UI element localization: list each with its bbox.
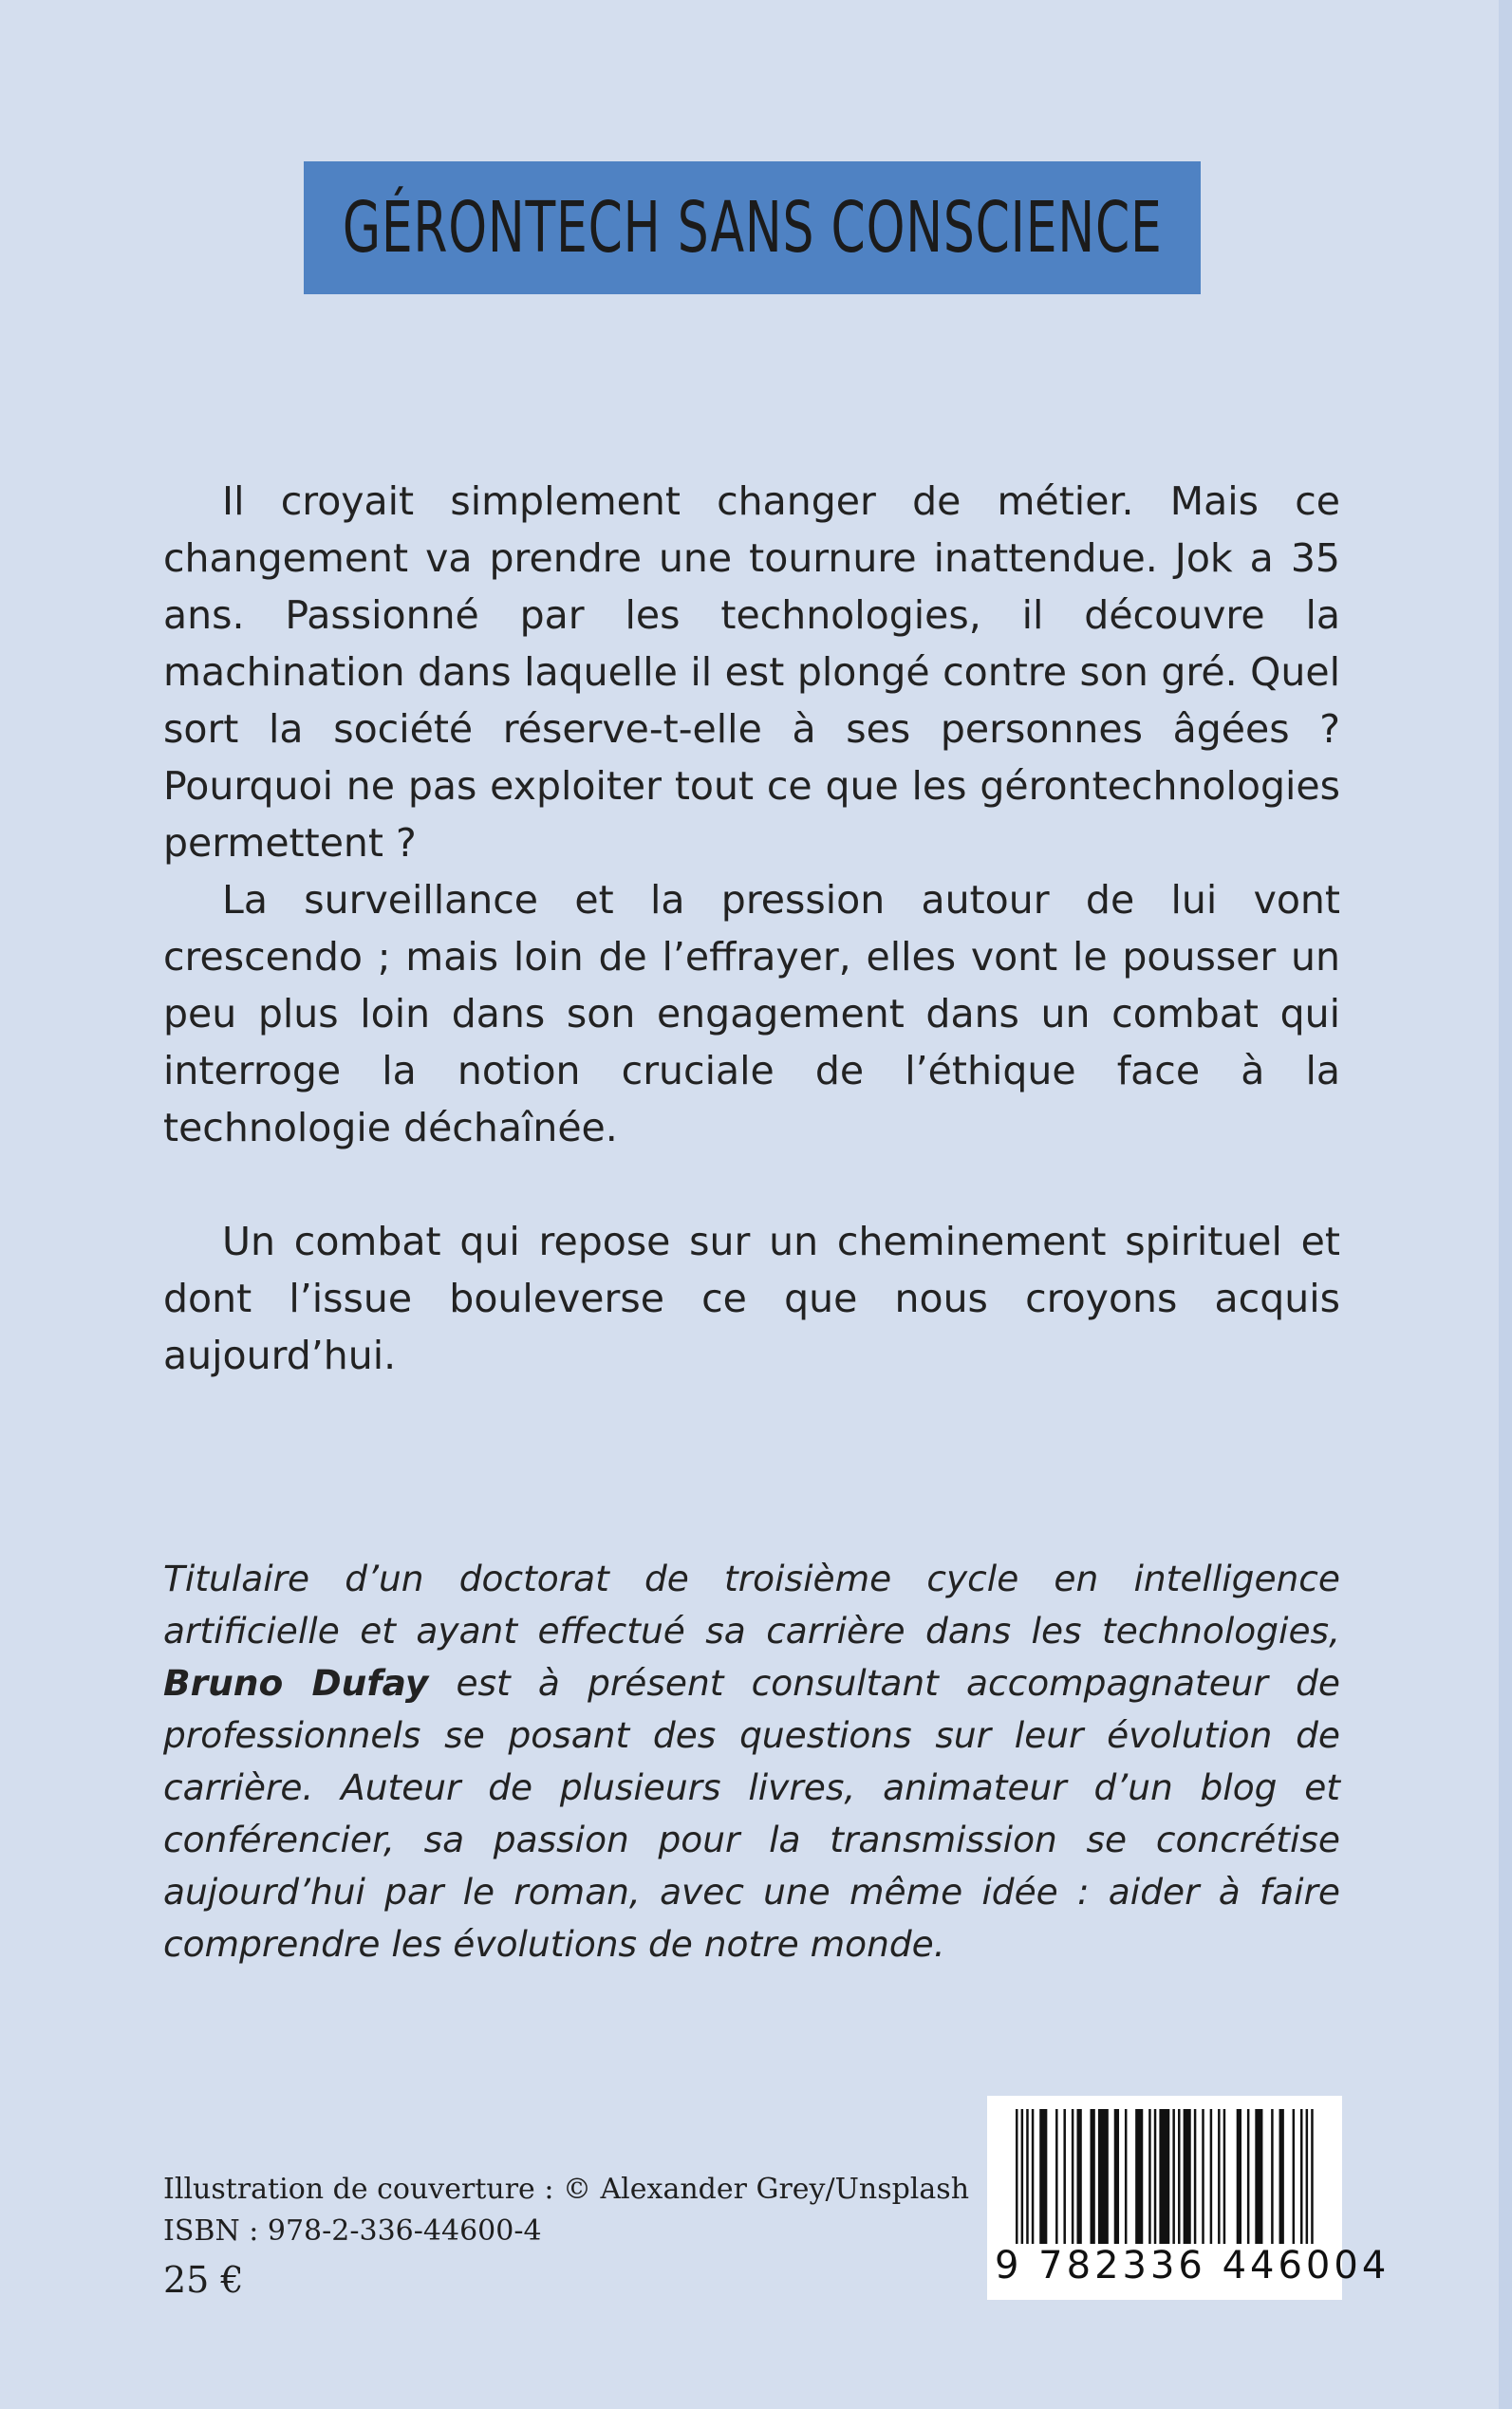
barcode-bar bbox=[1300, 2109, 1303, 2244]
blurb-paragraph-1: Il croyait simplement changer de métier. Mais ce changement va prendre une tournure inattendue. Jok a 35 ans. Passionné par les technologies, il découvre la machination dans laquelle il est plongé contre son gré. Quel sort la société réserve-t-elle à ses personnes âgées ? Pourquoi ne pas exploiter tout ce que les gérontechnologies permettent ? bbox=[163, 478, 1340, 866]
barcode-bar bbox=[1293, 2109, 1296, 2244]
barcode-bar bbox=[1032, 2109, 1035, 2244]
barcode-digits: 9 782336 446004 bbox=[995, 2244, 1391, 2288]
barcode-bar bbox=[1271, 2109, 1274, 2244]
barcode-bar bbox=[1114, 2109, 1119, 2244]
barcode-bar bbox=[1098, 2109, 1109, 2244]
barcode-bar bbox=[1159, 2109, 1169, 2244]
barcode-bar bbox=[1184, 2109, 1191, 2244]
barcode-bar bbox=[1223, 2109, 1226, 2244]
barcode-bar bbox=[1172, 2109, 1175, 2244]
barcode-bar bbox=[1247, 2109, 1250, 2244]
barcode-bar bbox=[1125, 2109, 1128, 2244]
price: 25 € bbox=[163, 2259, 244, 2301]
barcode-bar bbox=[1016, 2109, 1018, 2244]
author-bio bbox=[163, 1553, 1340, 1970]
barcode-bar bbox=[1135, 2109, 1143, 2244]
barcode-bar bbox=[1218, 2109, 1221, 2244]
barcode-bar bbox=[1072, 2109, 1074, 2244]
barcode-bar bbox=[1055, 2109, 1058, 2244]
isbn: ISBN : 978-2-336-44600-4 bbox=[163, 2214, 542, 2248]
author-bio-text bbox=[163, 1553, 1340, 1970]
barcode-bar bbox=[1063, 2109, 1066, 2244]
barcode-bars bbox=[1016, 2109, 1314, 2244]
blurb-paragraph-3: Un combat qui repose sur un cheminement spirituel et dont l’issue bouleverse ce que nous croyons acquis aujourd’hui. bbox=[163, 1219, 1340, 1378]
barcode-bar bbox=[1202, 2109, 1204, 2244]
barcode-bar bbox=[1148, 2109, 1151, 2244]
barcode-bar bbox=[1279, 2109, 1284, 2244]
barcode-bar bbox=[1154, 2109, 1157, 2244]
barcode bbox=[987, 2096, 1391, 2300]
spine-edge bbox=[1499, 0, 1512, 2409]
illustration-credit: Illustration de couverture : © Alexander Grey/Unsplash bbox=[163, 2173, 970, 2206]
barcode-bar bbox=[1021, 2109, 1024, 2244]
barcode-bar bbox=[1311, 2109, 1314, 2244]
barcode-bar bbox=[1255, 2109, 1262, 2244]
barcode-bar bbox=[1178, 2109, 1181, 2244]
barcode-bar bbox=[1091, 2109, 1095, 2244]
bio-text-before: Titulaire d’un doctorat de troisième cycle en intelligence artificielle et ayant effectué sa carrière dans les technologies, bbox=[163, 1558, 1340, 1652]
author-name: Bruno Dufay bbox=[163, 1662, 429, 1704]
barcode-bar bbox=[1306, 2109, 1309, 2244]
blurb-paragraph-2: La surveillance et la pression autour de lui vont crescendo ; mais loin de l’effrayer, elles vont le pousser un peu plus loin dans son engagement dans un combat qui interroge la notion cruciale de l’éthique face à la technologie déchaînée. bbox=[163, 877, 1340, 1150]
barcode-bar bbox=[1026, 2109, 1029, 2244]
barcode-bar bbox=[1076, 2109, 1081, 2244]
barcode-bar bbox=[1210, 2109, 1213, 2244]
credits-block bbox=[163, 2169, 969, 2307]
title-banner bbox=[304, 161, 1201, 294]
book-title: GÉRONTECH SANS CONSCIENCE bbox=[342, 187, 1163, 269]
barcode-bar bbox=[1237, 2109, 1241, 2244]
bio-text-after: est à présent consultant accompagnateur de professionnels se posant des questions sur leur évolution de carrière. Auteur de plusieurs livres, animateur d’un blog et conférencier, sa passion pour la transmission se concrétise aujourd’hui par le roman, avec une même idée : aider à faire comprendre les évolutions de notre monde. bbox=[163, 1662, 1340, 1965]
barcode-bar bbox=[1194, 2109, 1197, 2244]
back-cover-blurb bbox=[163, 473, 1340, 1384]
barcode-bar bbox=[1039, 2109, 1047, 2244]
